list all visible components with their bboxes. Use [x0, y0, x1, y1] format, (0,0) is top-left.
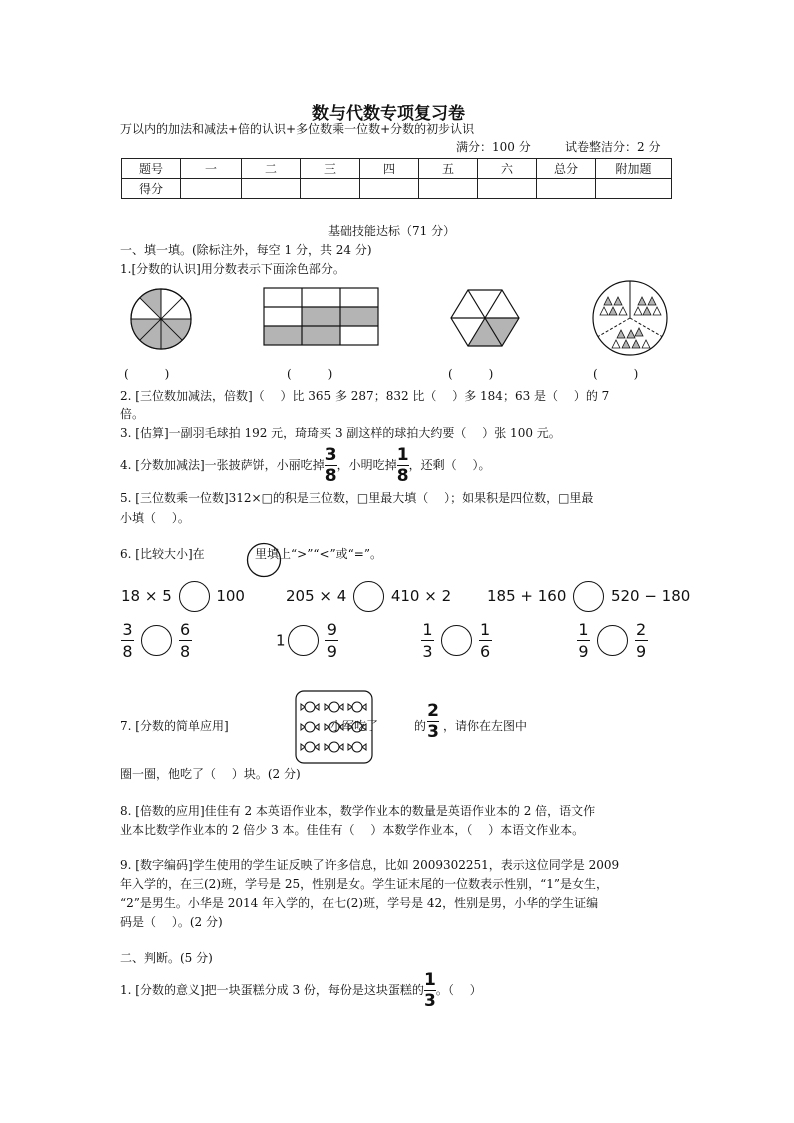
compare-circle-input[interactable] — [288, 625, 319, 656]
q7-pre: 7. [分数的简单应用] — [120, 719, 229, 733]
score-cell[interactable] — [478, 179, 537, 199]
score-row-label: 得分 — [122, 179, 181, 199]
subtitle: 万以内的加法和减法+倍的认识+多位数乘一位数+分数的初步认识 — [120, 122, 475, 136]
compare-circle-input[interactable] — [141, 625, 172, 656]
q9-line-4: 码是（ ）。(2 分) — [120, 915, 223, 929]
compare-item-7: $\frac{1}{9}$ $\frac{2}{9}$ — [578, 620, 647, 661]
compare-item-6: $\frac{1}{3}$ $\frac{1}{6}$ — [422, 620, 491, 661]
q7-line-2: 圈一圈，他吃了（ ）块。(2 分) — [120, 767, 301, 781]
fraction-3-8: $\frac{3}{8}$ — [324, 445, 337, 486]
circle-eighths-figure — [128, 286, 194, 352]
part2-heading: 二、判断。(5 分) — [120, 951, 213, 965]
q4-mid: ，小明吃掉 — [336, 458, 397, 472]
compare-item-2: 205 × 4 410 × 2 — [286, 581, 451, 612]
q2-line-1: 2. [三位数加减法，倍数]（ ）比 365 多 287；832 比（ ）多 184；63 是（ ）的 7 — [120, 389, 610, 403]
table-header-cell: 四 — [360, 159, 419, 179]
q9-line-3: “2”是男生。小华是 2014 年入学的，在七(2)班，学号是 42，性别是男，小华的学生证编 — [120, 896, 599, 910]
q1-blank-1[interactable]: ( ) — [124, 367, 170, 381]
compare-circle-input[interactable] — [353, 581, 384, 612]
q4-pre: 4. [分数加减法]一张披萨饼，小丽吃掉 — [120, 458, 325, 472]
part2-q1: 1. [分数的意义]把一块蛋糕分成 3 份，每份是这块蛋糕的 $\frac{1}{3}$ 。（ ） — [120, 970, 482, 1011]
compare-item-1: 18 × 5 100 — [121, 581, 245, 612]
table-header-cell: 一 — [181, 159, 242, 179]
q6-post: 里填上“>”“<”或“=”。 — [255, 547, 382, 561]
hexagon-figure — [450, 287, 520, 349]
q4-post: ，还剩（ ）。 — [408, 458, 491, 472]
q3-text: 3. [估算]一副羽毛球拍 192 元，琦琦买 3 副这样的球拍大约要（ ）张 100 元。 — [120, 426, 561, 440]
score-cell[interactable] — [242, 179, 301, 199]
q7-fraction: $\frac{2}{3}$ — [427, 701, 439, 742]
score-cell[interactable] — [419, 179, 478, 199]
table-header-cell: 二 — [242, 159, 301, 179]
q1-blank-4[interactable]: ( ) — [593, 367, 639, 381]
q1-blank-2[interactable]: ( ) — [287, 367, 333, 381]
table-header-cell: 六 — [478, 159, 537, 179]
q6-pre: 6. [比较大小]在 — [120, 547, 205, 561]
score-cell[interactable] — [537, 179, 596, 199]
rectangle-grid-figure — [262, 287, 380, 347]
q4-text — [120, 445, 490, 485]
full-score: 满分：100 分 — [456, 140, 531, 154]
q7-mid1: 小军吃了 — [330, 719, 379, 733]
compare-item-3: 185 + 160 520 − 180 — [487, 581, 690, 612]
q8-line-1: 8. [倍数的应用]佳佳有 2 本英语作业本，数学作业本的数量是英语作业本的 2 倍，语文作 — [120, 804, 596, 818]
table-header-cell: 五 — [419, 159, 478, 179]
section-title: 基础技能达标（71 分） — [328, 224, 456, 238]
q9-line-1: 9. [数字编码]学生使用的学生证反映了许多信息，比如 2009302251，表示这位同学是 2009 — [120, 858, 620, 872]
table-header-cell: 三 — [301, 159, 360, 179]
fraction-1-3: $\frac{1}{3}$ — [423, 970, 436, 1011]
score-cell[interactable] — [596, 179, 672, 199]
q9-line-2: 年入学的，在三(2)班，学号是 25，性别是女。学生证末尾的一位数表示性别，“1”是女生， — [120, 877, 608, 891]
score-cell[interactable] — [301, 179, 360, 199]
q1-text: 1.[分数的认识]用分数表示下面涂色部分。 — [120, 262, 345, 276]
page-title: 数与代数专项复习卷 — [312, 104, 465, 124]
q5-line-2: 小填（ ）。 — [120, 511, 190, 525]
neat-score: 试卷整洁分：2 分 — [565, 140, 661, 154]
table-header-cell: 附加题 — [596, 159, 672, 179]
score-cell[interactable] — [360, 179, 419, 199]
score-row — [122, 179, 672, 199]
score-cell[interactable] — [181, 179, 242, 199]
q5-line-1: 5. [三位数乘一位数]312×□的积是三位数，□里最大填（ ）；如果积是四位数，□里最 — [120, 491, 594, 505]
part1-heading: 一、填一填。(除标注外，每空 1 分，共 24 分) — [120, 243, 372, 257]
compare-circle-input[interactable] — [441, 625, 472, 656]
q8-line-2: 业本比数学作业本的 2 倍少 3 本。佳佳有（ ）本数学作业本，（ ）本语文作业本。 — [120, 823, 585, 837]
table-header-cell: 总分 — [537, 159, 596, 179]
score-table — [121, 158, 672, 199]
table-header-cell: 题号 — [122, 159, 181, 179]
q7-post: ，请你在左图中 — [443, 719, 528, 733]
q2-line-2: 倍。 — [120, 407, 145, 421]
q1-blank-3[interactable]: ( ) — [448, 367, 494, 381]
compare-item-5: 1 $\frac{9}{9}$ — [276, 620, 337, 661]
circle-triangles-figure — [590, 278, 670, 358]
score-table-header-row — [122, 159, 672, 179]
fraction-1-8: $\frac{1}{8}$ — [396, 445, 409, 486]
compare-circle-input[interactable] — [573, 581, 604, 612]
compare-circle-input[interactable] — [597, 625, 628, 656]
compare-item-4: $\frac{3}{8}$ $\frac{6}{8}$ — [122, 620, 191, 661]
q7-mid2: 的 — [414, 719, 427, 733]
compare-circle-input[interactable] — [179, 581, 210, 612]
